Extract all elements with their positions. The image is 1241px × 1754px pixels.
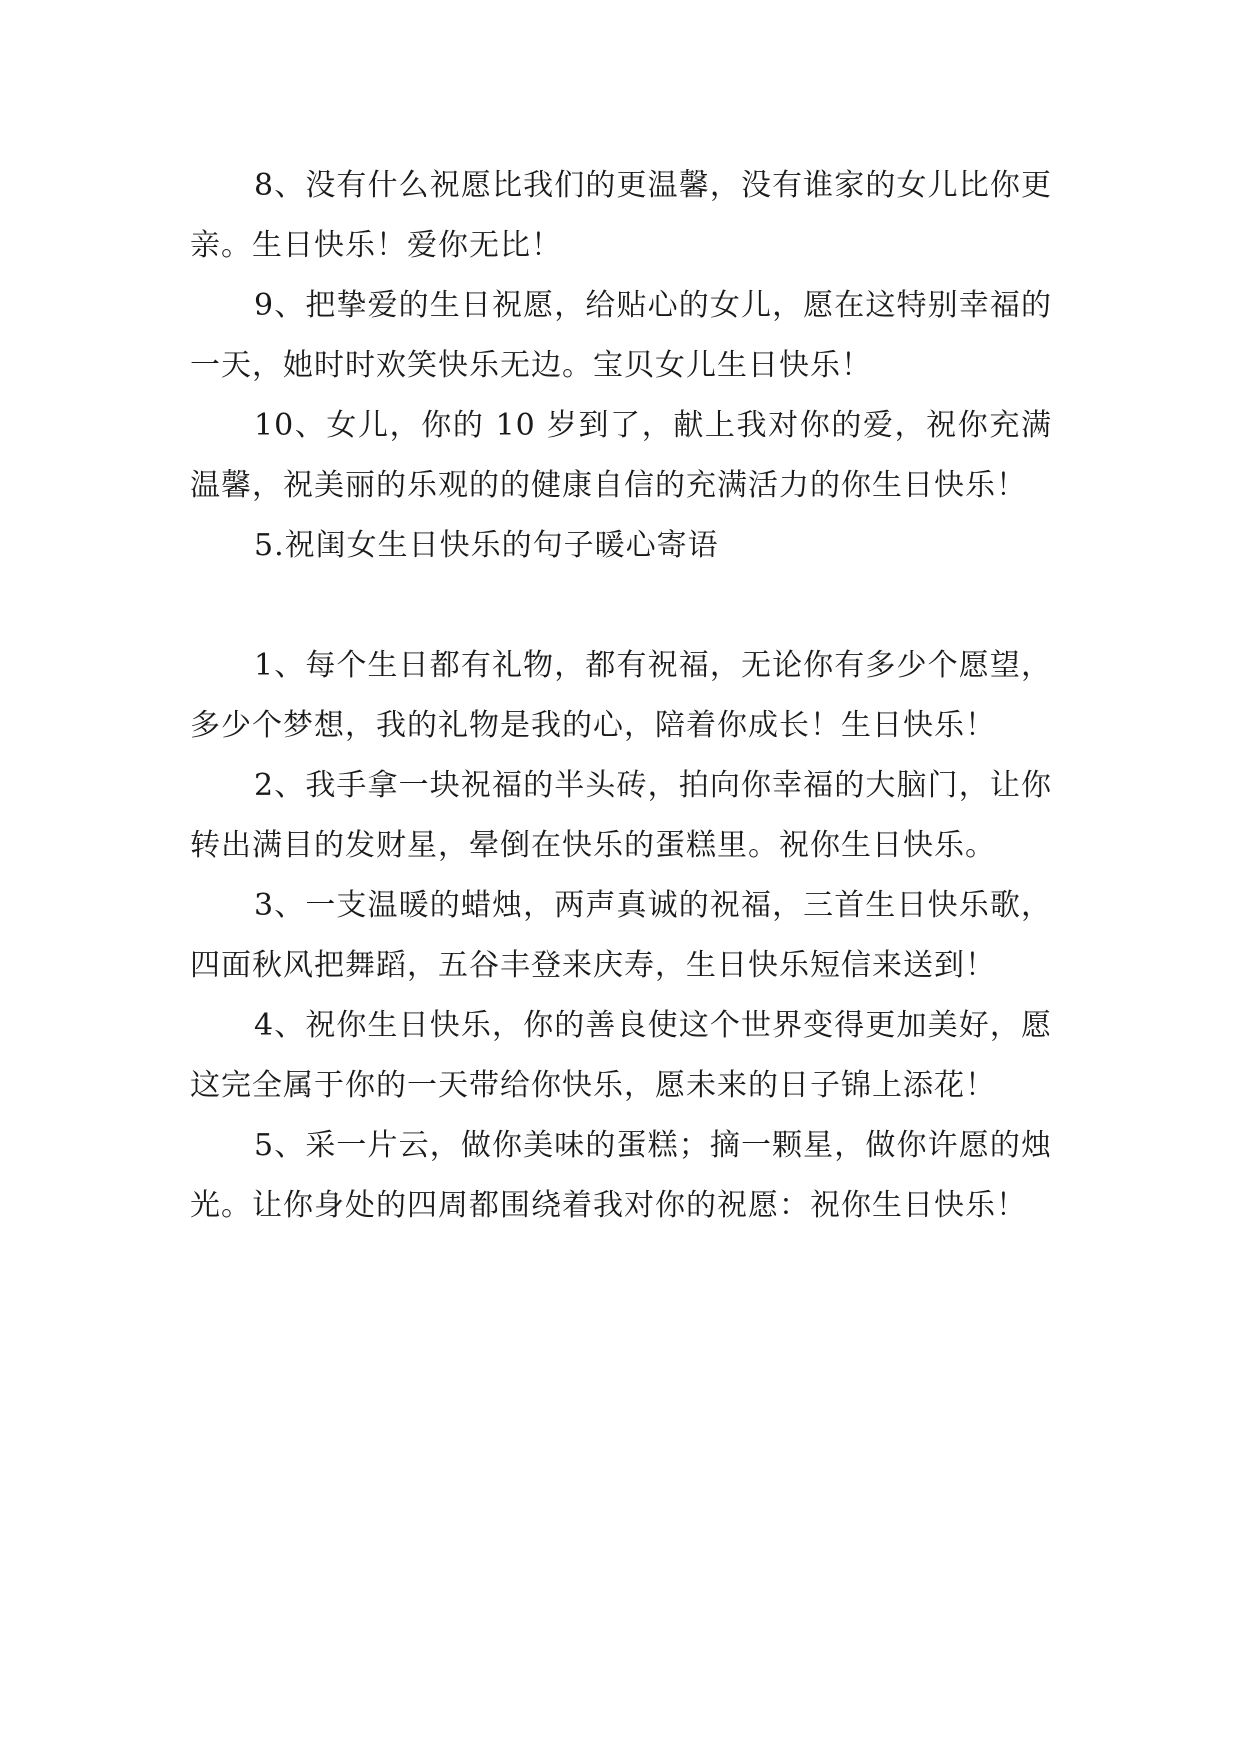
wish-item-10: 10、女儿，你的 10 岁到了，献上我对你的爱，祝你充满温馨，祝美丽的乐观的的健康自信的充满活力的你生日快乐！ [190,408,1052,503]
document-page [190,156,1052,1236]
wish-item-3: 3、一支温暖的蜡烛，两声真诚的祝福，三首生日快乐歌，四面秋风把舞蹈，五谷丰登来庆寿，生日快乐短信来送到！ [190,888,1052,983]
wish-item-4: 4、祝你生日快乐，你的善良使这个世界变得更加美好，愿这完全属于你的一天带给你快乐，愿未来的日子锦上添花！ [190,1008,1052,1103]
wish-item-9: 9、把挚爱的生日祝愿，给贴心的女儿，愿在这特别幸福的一天，她时时欢笑快乐无边。宝贝女儿生日快乐！ [190,288,1052,383]
wish-item-8: 8、没有什么祝愿比我们的更温馨，没有谁家的女儿比你更亲。生日快乐！爱你无比！ [190,168,1052,263]
section-heading: 5.祝闺女生日快乐的句子暖心寄语 [254,528,719,563]
section-spacer [190,576,1052,636]
wish-item-1: 1、每个生日都有礼物，都有祝福，无论你有多少个愿望，多少个梦想，我的礼物是我的心，陪着你成长！生日快乐！ [190,648,1052,743]
wish-item-5: 5、采一片云，做你美味的蛋糕；摘一颗星，做你许愿的烛光。让你身处的四周都围绕着我对你的祝愿：祝你生日快乐！ [190,1128,1052,1223]
wish-item-2: 2、我手拿一块祝福的半头砖，拍向你幸福的大脑门，让你转出满目的发财星，晕倒在快乐的蛋糕里。祝你生日快乐。 [190,768,1052,863]
